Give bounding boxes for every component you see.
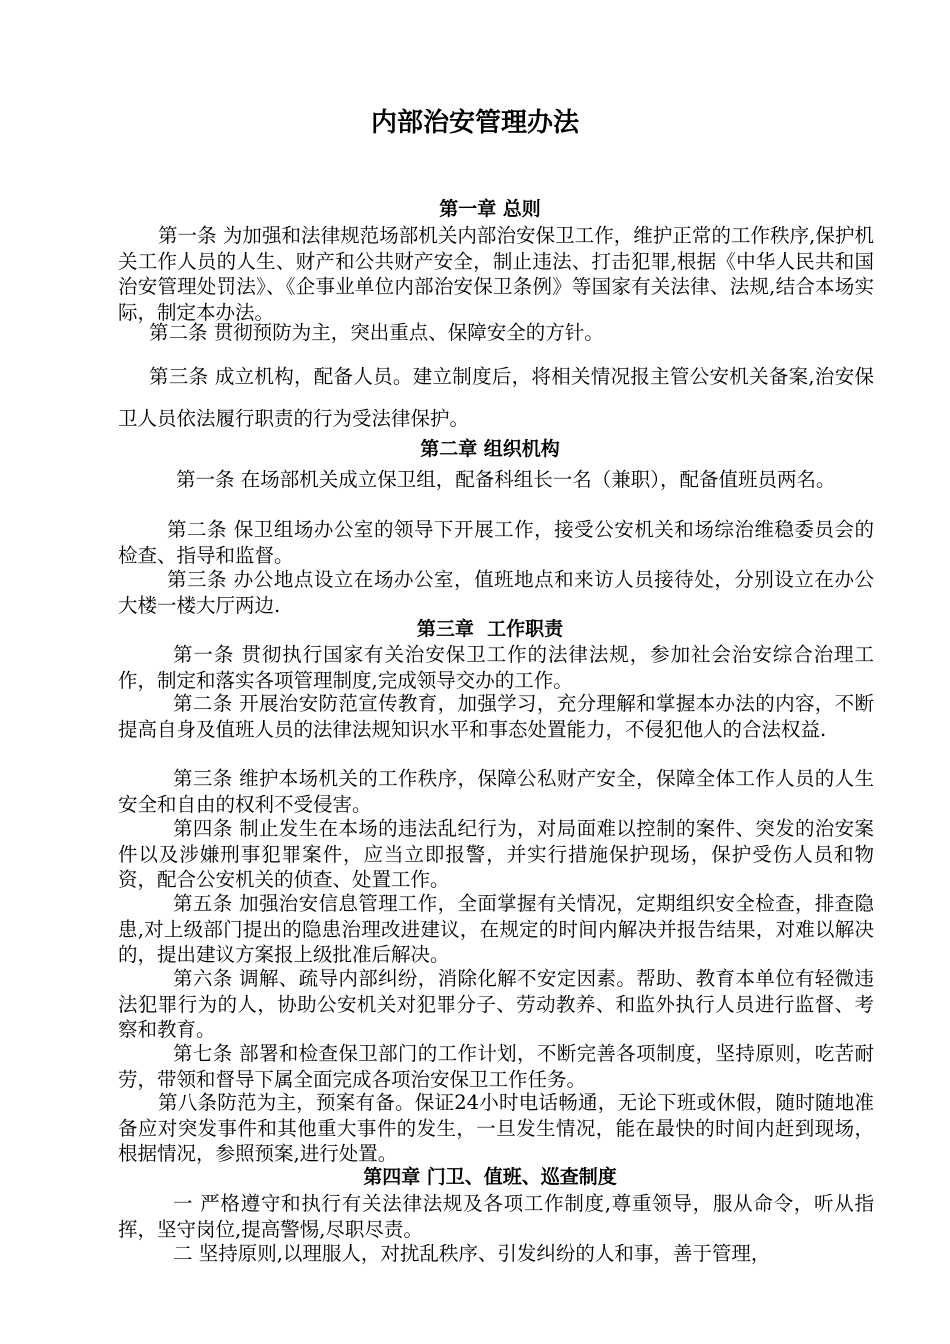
chapter-3-article-2: 第二条 开展治安防范宣传教育，加强学习，充分理解和掌握本办法的内容，不断提高自身及值班人员的法律法规知识水平和事态处置能力，不侵犯他人的合法权益. [118, 692, 874, 741]
document-title: 内部治安管理办法 [370, 108, 579, 138]
chapter-2-article-2: 第二条 保卫组场办公室的领导下开展工作，接受公安机关和场综治维稳委员会的检查、指导和监督。 [118, 518, 874, 567]
chapter-3-article-8: 第八条防范为主，预案有备。保证24小时电话畅通，无论下班或休假，随时随地准备应对突发事件和其他重大事件的发生，一旦发生情况，能在最快的时间内赶到现场，根据情况，参照预案,进行处置。 [118, 1091, 874, 1165]
chapter-3-article-1: 第一条 贯彻执行国家有关治安保卫工作的法律法规，参加社会治安综合治理工作，制定和落实各项管理制度,完成领导交办的工作。 [118, 643, 874, 692]
chapter-3-article-7: 第七条 部署和检查保卫部门的工作计划，不断完善各项制度，坚持原则，吃苦耐劳，带领和督导下属全面完成各项治安保卫工作任务。 [118, 1042, 874, 1091]
chapter-2-heading: 第二章 组织机构 [420, 438, 560, 460]
chapter-1-article-2: 第二条 贯彻预防为主，突出重点、保障安全的方针。 [149, 321, 604, 344]
chapter-1-article-3: 第三条 成立机构，配备人员。建立制度后，将相关情况报主管公安机关备案,治安保卫人员依法履行职责的行为受法律保护。 [118, 365, 874, 430]
chapter-4-heading: 第四章 门卫、值班、巡查制度 [363, 1166, 617, 1188]
chapter-3-article-5: 第五条 加强治安信息管理工作，全面掌握有关情况，定期组织安全检查，排查隐患,对上级部门提出的隐患治理改进建议，在规定的时间内解决并报告结果，对难以解决的，提出建议方案报上级批准后解决。 [118, 892, 874, 966]
chapter-3-article-4: 第四条 制止发生在本场的违法乱纪行为，对局面难以控制的案件、突发的治安案件以及涉嫌刑事犯罪案件，应当立即报警，并实行措施保护现场，保护受伤人员和物资，配合公安机关的侦查、处置工作。 [118, 817, 874, 891]
chapter-1-heading: 第一章 总则 [439, 198, 541, 220]
chapter-3-heading: 第三章 工作职责 [416, 618, 564, 640]
chapter-3-article-6: 第六条 调解、疏导内部纠纷，消除化解不安定因素。帮助、教育本单位有轻微违法犯罪行为的人，协助公安机关对犯罪分子、劳动教养、和监外执行人员进行监督、考察和教育。 [118, 967, 874, 1041]
chapter-4-item-1: 一 严格遵守和执行有关法律法规及各项工作制度,尊重领导，服从命令，听从指挥，坚守岗位,提高警惕,尽职尽责。 [118, 1192, 874, 1241]
chapter-3-article-3: 第三条 维护本场机关的工作秩序，保障公私财产安全，保障全体工作人员的人生安全和自由的权利不受侵害。 [118, 767, 874, 816]
chapter-2-article-1: 第一条 在场部机关成立保卫组，配备科组长一名（兼职），配备值班员两名。 [176, 468, 836, 491]
chapter-4-item-2: 二 坚持原则,以理服人，对扰乱秩序、引发纠纷的人和事，善于管理， [173, 1242, 771, 1265]
chapter-1-article-1: 第一条 为加强和法律规范场部机关内部治安保卫工作，维护正常的工作秩序,保护机关工作人员的人生、财产和公共财产安全，制止违法、打击犯罪,根据《中华人民共和国治安管理处罚法》、《企事业单位内部治安保卫条例》等国家有关法律、法规,结合本场实际，制定本办法。 [118, 224, 874, 324]
chapter-2-article-3: 第三条 办公地点设立在场办公室，值班地点和来访人员接待处，分别设立在办公大楼一楼大厅两边. [118, 568, 874, 617]
